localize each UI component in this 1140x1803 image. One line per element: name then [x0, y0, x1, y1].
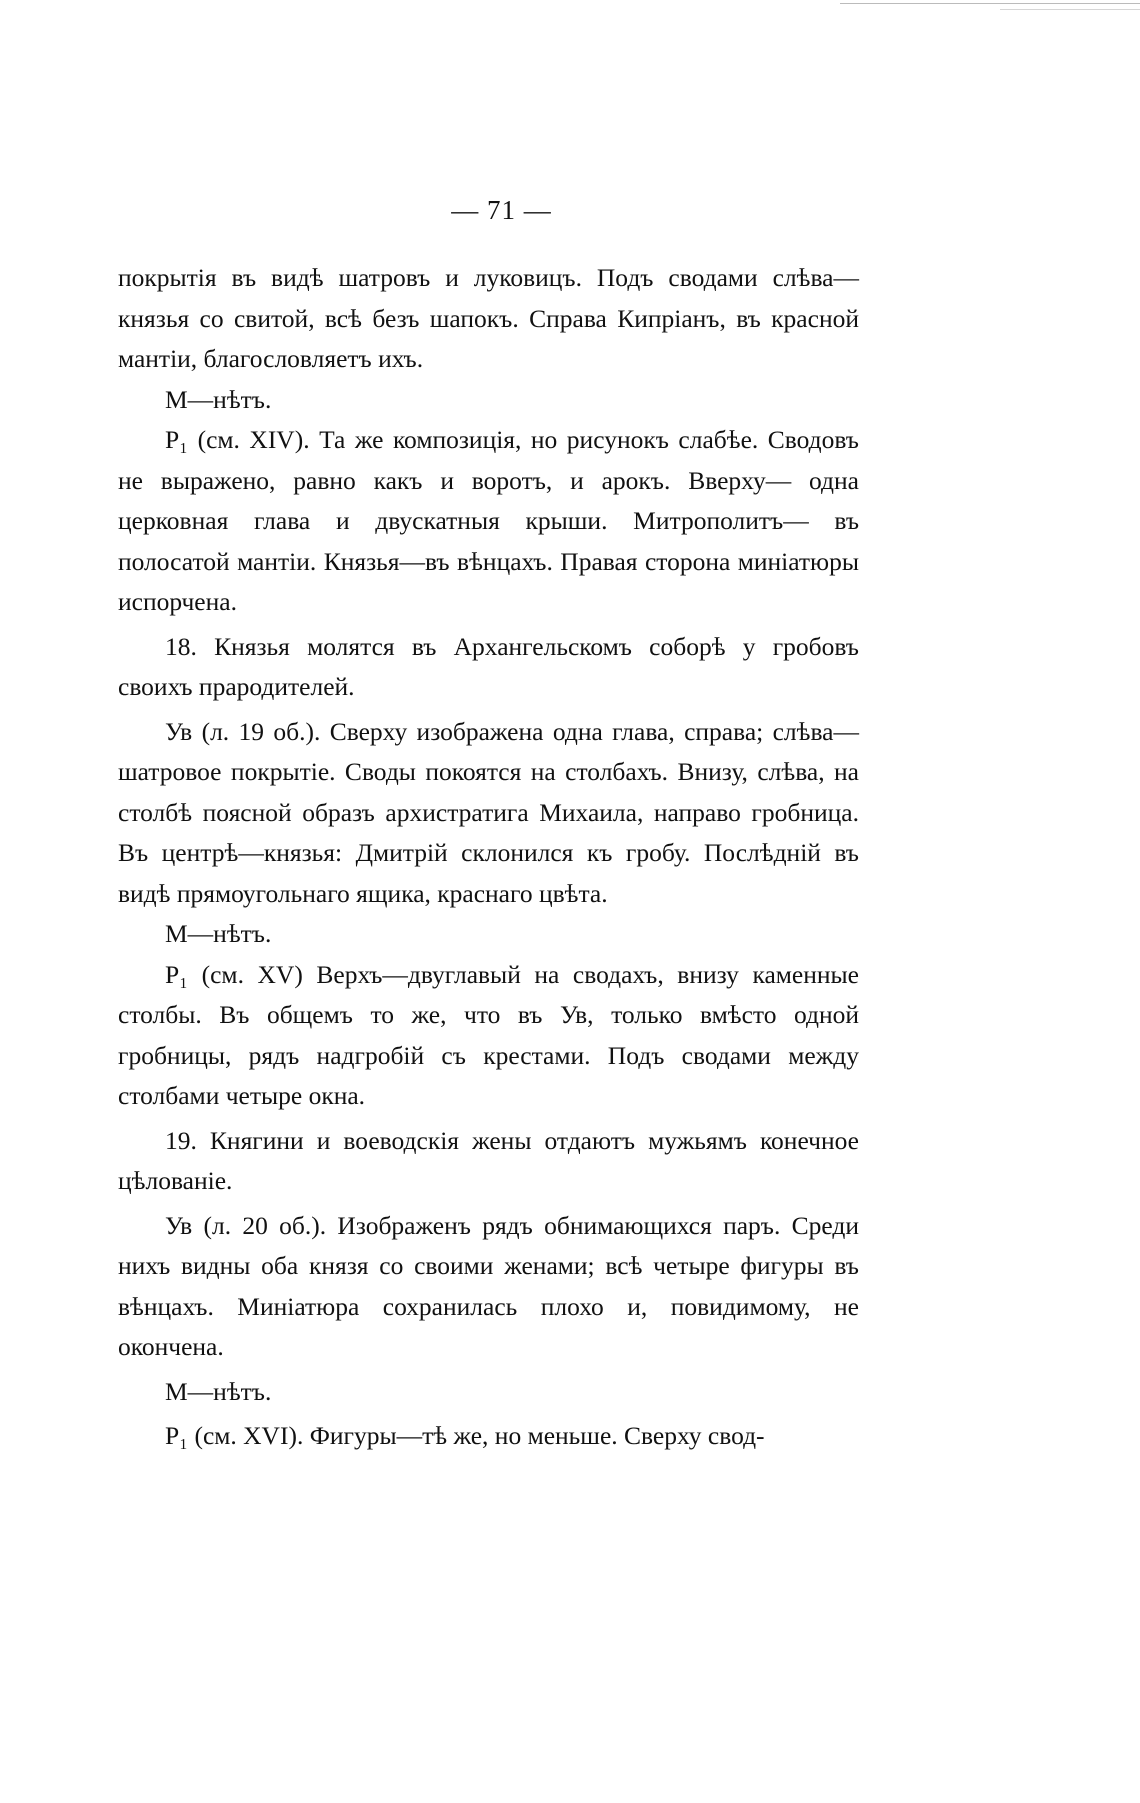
paragraph-item-19: 19. Княгини и воеводскія жены отдаютъ мужьямъ конечное цѣлованіе. [118, 1125, 859, 1195]
body-text [118, 258, 859, 1457]
paragraph-p1-xvi: P₁ (см. XVI). Фигуры—тѣ же, но меньше. Сверху свод- [165, 1421, 765, 1450]
paragraph-uv-20: Ув (л. 20 об.). Изображенъ рядъ обнимающихся паръ. Среди нихъ видны оба князя со своими женами; всѣ четыре фигуры въ вѣнцахъ. Миніатюра сохранилась плохо и, повидимому, не окончена. [118, 1210, 859, 1361]
paragraph-item-18: 18. Князья молятся въ Архангельскомъ соборѣ у гробовъ своихъ прародителей. [118, 631, 859, 701]
paragraph-uv-19: Ув (л. 19 об.). Сверху изображена одна глава, справа; слѣва—шатровое покрытіе. Своды покоятся на столбахъ. Внизу, слѣва, на столбѣ поясной образъ архистратига Михаила, направо гробница. Въ центрѣ—князья: Дмитрій склонился къ гробу. Послѣдній въ видѣ прямоугольнаго ящика, краснаго цвѣта. [118, 716, 859, 908]
scan-edge-line-secondary [1000, 9, 1140, 10]
paragraph-m-net-2: М—нѣтъ. [165, 919, 272, 948]
paragraph-m-net-1: М—нѣтъ. [165, 384, 272, 414]
paragraph-continuation: покрытія въ видѣ шатровъ и луковицъ. Подъ сводами слѣва— князья со свитой, всѣ безъ шапокъ. Справа Кипріанъ, въ красной мантіи, благословляетъ ихъ. [118, 263, 859, 373]
paragraph-m-net-3: М—нѣтъ. [165, 1376, 272, 1406]
paragraph-p1-xiv: P₁ (см. XIV). Та же композиція, но рисунокъ слабѣе. Сводовъ не выражено, равно какъ и воротъ, и арокъ. Вверху— одна церковная глава и двускатныя крыши. Митрополитъ— въ полосатой мантіи. Князья—въ вѣнцахъ. Правая сторона миніатюры испорчена. [118, 425, 859, 616]
scan-edge-line [840, 3, 1140, 4]
paragraph-p1-xv: P₁ (см. XV) Верхъ—двуглавый на сводахъ, внизу каменные столбы. Въ общемъ то же, что въ Ув, только вмѣсто одной гробницы, рядъ надгробій съ крестами. Подъ сводами между столбами четыре окна. [118, 959, 859, 1110]
page-number: — 71 — [451, 195, 552, 225]
